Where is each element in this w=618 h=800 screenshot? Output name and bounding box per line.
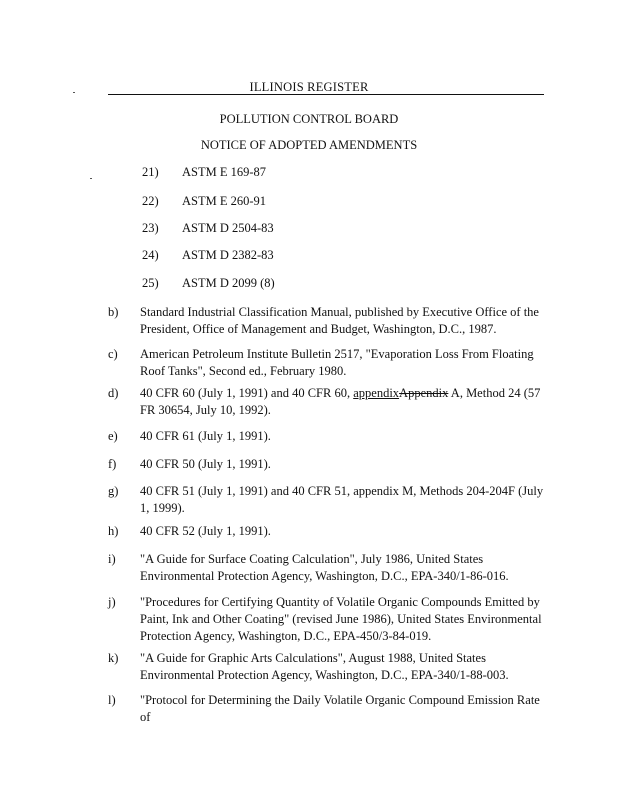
- list-item-text: ASTM E 169-87: [182, 165, 267, 179]
- item-text: 40 CFR 61 (July 1, 1991).: [140, 429, 271, 443]
- item-text: American Petroleum Institute Bulletin 2517, "Evaporation Loss From Floating Roof Tanks", Second ed., February 1980.: [140, 347, 534, 378]
- item-text: 40 CFR 52 (July 1, 1991).: [140, 524, 271, 538]
- inserted-text: appendix: [353, 386, 400, 400]
- list-item-text: ASTM D 2504-83: [182, 221, 274, 235]
- item-text: "Procedures for Certifying Quantity of Volatile Organic Compounds Emitted by Paint, Ink and Other Coating" (revised June 1986), United States Environmental Protection Agency, Washington, D.C., EPA-450/3-84-019.: [140, 595, 542, 643]
- item-label: d): [108, 386, 119, 400]
- item-label: b): [108, 305, 119, 319]
- item-text: 40 CFR 50 (July 1, 1991).: [140, 457, 271, 471]
- item-label: l): [108, 693, 116, 707]
- list-item-number: 23): [142, 221, 159, 235]
- item-label: f): [108, 457, 117, 471]
- item-text: 40 CFR 51 (July 1, 1991) and 40 CFR 51, appendix M, Methods 204-204F (July 1, 1999).: [140, 484, 544, 515]
- item-label: e): [108, 429, 118, 443]
- list-item-text: ASTM D 2382-83: [182, 248, 274, 262]
- item-label: k): [108, 651, 119, 665]
- item-label: h): [108, 524, 119, 538]
- item-text: [140, 385, 550, 419]
- notice-title: NOTICE OF ADOPTED AMENDMENTS: [200, 138, 418, 152]
- item-text: Standard Industrial Classification Manual, published by Executive Office of the President, Office of Management and Budget, Washington, D.C., 1987.: [140, 305, 539, 336]
- item-text: "A Guide for Graphic Arts Calculations", August 1988, United States Environmental Protection Agency, Washington, D.C., EPA-340/1-88-003.: [140, 651, 509, 682]
- item-text-before: 40 CFR 60 (July 1, 1991) and 40 CFR 60,: [140, 386, 354, 400]
- list-item-number: 21): [142, 165, 159, 179]
- list-item-text: ASTM E 260-91: [182, 194, 267, 208]
- list-item-text: ASTM D 2099 (8): [182, 276, 275, 290]
- item-label: g): [108, 484, 119, 498]
- item-label: i): [108, 552, 116, 566]
- list-item-number: 24): [142, 248, 159, 262]
- item-text-after: A, Method 24 (57 FR 30654, July 10, 1992).: [140, 386, 541, 417]
- register-title: ILLINOIS REGISTER: [249, 80, 369, 94]
- item-text: "Protocol for Determining the Daily Volatile Organic Compound Emission Rate of: [140, 693, 540, 724]
- agency-title: POLLUTION CONTROL BOARD: [219, 112, 399, 126]
- list-item-number: 22): [142, 194, 159, 208]
- scan-speck: [90, 178, 92, 179]
- item-label: j): [108, 595, 116, 609]
- item-text: "A Guide for Surface Coating Calculation", July 1986, United States Environmental Protection Agency, Washington, D.C., EPA-340/1-86-016.: [140, 552, 509, 583]
- item-label: c): [108, 347, 118, 361]
- deleted-text: Appendix: [399, 386, 449, 400]
- scan-speck: [73, 92, 75, 93]
- header-rule: [108, 94, 544, 95]
- list-item-number: 25): [142, 276, 159, 290]
